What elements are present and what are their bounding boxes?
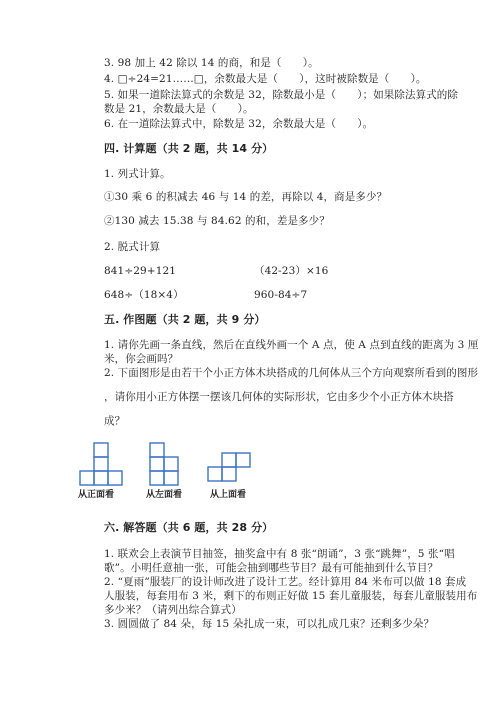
question-3-5-line2: 数是 21，余数最大是（ ）。 (104, 103, 254, 115)
section-5-heading: 五. 作图题（共 2 题，共 9 分） (104, 313, 266, 326)
word-problem-1-line2: 歌”。小明任意抽一张，可能会抽到哪些节目？最有可能抽到什么节目？ (104, 562, 439, 574)
section-4-sub1: 1. 列式计算。 (104, 168, 171, 180)
draw-question-1-line2: 米，你会画吗？ (104, 353, 179, 365)
question-3-6: 6. 在一道除法算式中，除数是 32，余数最大是（ ）。 (104, 118, 374, 130)
draw-question-2-line2: ，请你用小正方体摆一摆该几何体的实际形状，它由多少个小正方体木块搭 (104, 391, 454, 403)
word-problem-2-line1: 2. “夏雨”服装厂的设计师改进了设计工艺。经计算用 84 米布可以做 18 套成 (104, 576, 467, 588)
question-3-3: 3. 98 加上 42 除以 14 的商，和是（ ）。 (104, 57, 319, 69)
word-problem-1-line1: 1. 联欢会上表演节目抽签，抽奖盒中有 8 张“朗诵”，3 张“跳舞”，5 张“唱 (104, 548, 455, 560)
front-view-diagram (76, 442, 130, 486)
question-3-5-line1: 5. 如果一道除法算式的余数是 32，除数最小是（ ）；如果除法算式的除 (104, 89, 459, 101)
view-caption-front: 从正面看 (78, 490, 115, 500)
section-4-sub2: 2. 脱式计算 (104, 241, 161, 253)
draw-question-1-line1: 1. 请你先画一条直线，然后在直线外画一个 A 点，使 A 点到直线的距离为 3 厘 (104, 339, 479, 351)
expression-4: 960-84÷7 (254, 289, 308, 301)
question-3-4: 4. □÷24=21……□，余数最大是（ ），这时被除数是（ ）。 (104, 73, 427, 85)
calc-question-2: ②130 减去 15.38 与 84.62 的和，差是多少？ (104, 215, 330, 227)
word-problem-3: 3. 圆圆做了 84 朵，每 15 朵扎成一束，可以扎成几束？还剩多少朵？ (104, 618, 435, 630)
top-view-diagram (206, 452, 266, 486)
view-caption-top: 从上面看 (210, 490, 247, 500)
expression-3: 648÷（18×4） (104, 289, 184, 301)
word-problem-2-line3: 多少米？（请列出综合算式） (104, 604, 242, 616)
word-problem-2-line2: 人服装，每套用布 3 米，剩下的布则正好做 15 套儿童服装，每套儿童服装用布 (104, 590, 478, 602)
expression-1: 841÷29+121 (104, 265, 177, 277)
draw-question-2-line1: 2. 下面图形是由若干个小正方体木块搭成的几何体从三个方向观察所看到的图形 (104, 367, 479, 379)
section-4-heading: 四. 计算题（共 2 题，共 14 分） (104, 142, 274, 155)
view-caption-left: 从左面看 (146, 490, 183, 500)
left-view-diagram (146, 442, 200, 486)
calc-question-1: ①30 乘 6 的积减去 46 与 14 的差，再除以 4，商是多少？ (104, 191, 388, 203)
draw-question-2-line3: 成？ (104, 415, 126, 427)
expression-2: （42-23）×16 (254, 265, 329, 277)
section-6-heading: 六. 解答题（共 6 题，共 28 分） (104, 521, 274, 534)
